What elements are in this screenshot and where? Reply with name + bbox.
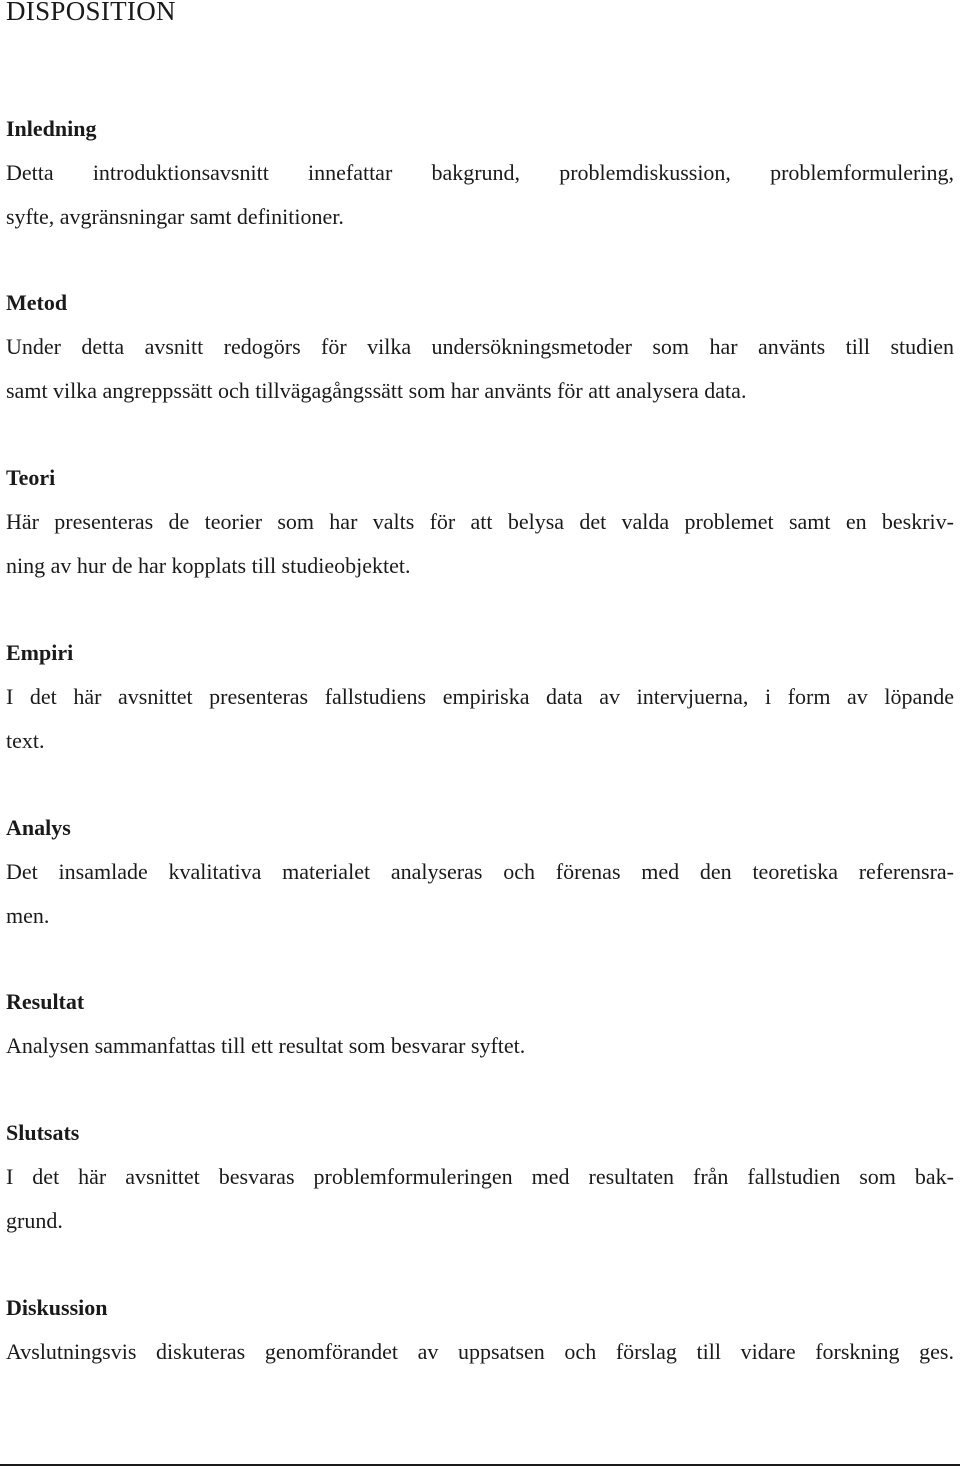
section-body [6, 1330, 954, 1374]
body-line: samt vilka angreppssätt och tillvägagångssätt som har använts för att analysera data. [6, 378, 747, 403]
section-heading: Slutsats [6, 1120, 80, 1145]
body-line: Analysen sammanfattas till ett resultat som besvarar syftet. [6, 1033, 526, 1058]
section-empiri [6, 631, 954, 763]
section-inledning [6, 107, 954, 239]
section-analys [6, 806, 954, 938]
section-body [6, 1155, 954, 1243]
footer-rule [0, 1464, 960, 1466]
section-diskussion [6, 1286, 954, 1374]
section-slutsats [6, 1111, 954, 1243]
page-title: DISPOSITION [6, 0, 176, 26]
body-line: I det här avsnittet presenteras fallstudiens empiriska data av intervjuerna, i form av löpande [6, 684, 954, 709]
section-heading: Teori [6, 465, 56, 490]
body-line: Under detta avsnitt redogörs för vilka undersökningsmetoder som har använts till studien [6, 334, 954, 359]
section-heading: Empiri [6, 640, 74, 665]
body-line: men. [6, 903, 50, 928]
section-heading: Resultat [6, 989, 85, 1014]
section-heading: Analys [6, 815, 71, 840]
section-body [6, 500, 954, 588]
section-heading: Diskussion [6, 1295, 108, 1320]
body-line: Detta introduktionsavsnitt innefattar bakgrund, problemdiskussion, problemformulering, [6, 160, 954, 185]
section-body [6, 1024, 954, 1068]
section-resultat [6, 980, 954, 1068]
body-line: ning av hur de har kopplats till studieobjektet. [6, 553, 411, 578]
section-heading: Metod [6, 290, 68, 315]
section-body [6, 151, 954, 239]
body-line: Det insamlade kvalitativa materialet analyseras och förenas med den teoretiska referensra- [6, 859, 954, 884]
section-body [6, 675, 954, 763]
section-heading: Inledning [6, 116, 97, 141]
body-line: I det här avsnittet besvaras problemformuleringen med resultaten från fallstudien som bak- [6, 1164, 954, 1189]
section-metod [6, 281, 954, 413]
section-teori [6, 456, 954, 588]
body-line: syfte, avgränsningar samt definitioner. [6, 204, 344, 229]
body-line: grund. [6, 1208, 63, 1233]
section-body [6, 850, 954, 938]
body-line: text. [6, 728, 45, 753]
body-line: Avslutningsvis diskuteras genomförandet av uppsatsen och förslag till vidare forskning ges. [6, 1339, 954, 1364]
section-body [6, 325, 954, 413]
body-line: Här presenteras de teorier som har valts för att belysa det valda problemet samt en beskriv- [6, 509, 954, 534]
